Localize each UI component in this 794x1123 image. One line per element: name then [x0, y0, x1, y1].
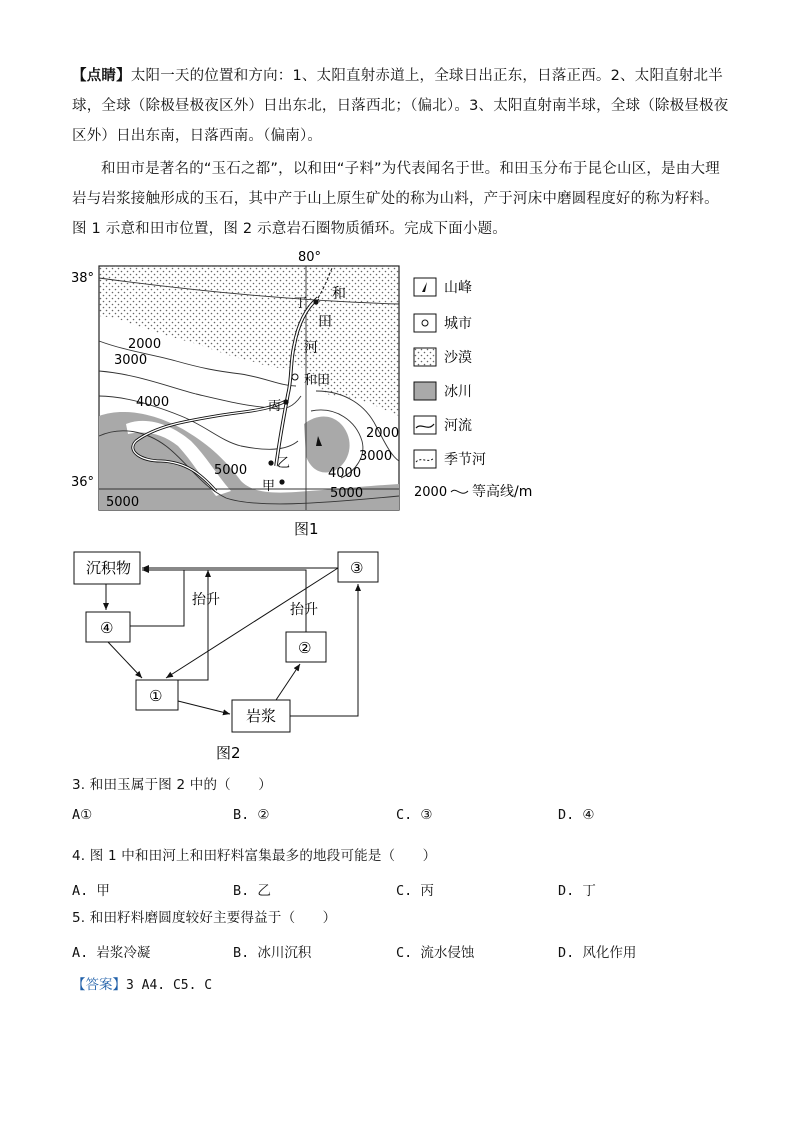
- question-4-stem: 4. 图 1 中和田河上和田籽料富集最多的地段可能是（ ）: [72, 848, 437, 864]
- place-label: 和: [332, 286, 346, 302]
- box-four-label: ④: [100, 619, 114, 637]
- contour-label: 5000: [330, 486, 364, 501]
- q4-option-d[interactable]: D. 丁: [558, 883, 596, 899]
- contour-label: 4000: [328, 466, 362, 481]
- q5-option-a[interactable]: A. 岩浆冷凝: [72, 945, 151, 961]
- q4-option-c[interactable]: C. 丙: [396, 883, 434, 899]
- contour-label: 2000: [366, 426, 400, 441]
- question-5-stem: 5. 和田籽料磨圆度较好主要得益于（ ）: [72, 910, 337, 926]
- q4-option-b[interactable]: B. 乙: [233, 883, 271, 899]
- box-magma-label: 岩浆: [246, 707, 277, 725]
- contour-label: 3000: [359, 449, 393, 464]
- point-ding: [313, 299, 318, 304]
- figure-1-caption: 图1: [294, 520, 319, 538]
- contour-icon: [451, 490, 468, 493]
- map-legend: [414, 278, 532, 500]
- contour-label: 5000: [214, 463, 248, 478]
- city-marker-hetian: [292, 374, 298, 380]
- box-one-label: ①: [149, 687, 163, 705]
- contour-label: 3000: [114, 353, 148, 368]
- lat-bottom-label: 36°: [71, 475, 95, 490]
- uplift-label: 抬升: [290, 602, 318, 618]
- place-label: 甲: [262, 479, 276, 494]
- uplift-label: 抬升: [192, 592, 220, 608]
- contour-label: 4000: [136, 395, 170, 410]
- q3-option-b[interactable]: B. ②: [233, 807, 270, 823]
- q3-option-c[interactable]: C. ③: [396, 807, 433, 823]
- hotan-location-map: [66, 246, 546, 538]
- legend-label: 冰川: [444, 384, 472, 400]
- place-label: 丁: [294, 296, 308, 311]
- place-label: 和田: [304, 373, 331, 388]
- contour-label: 5000: [106, 495, 140, 510]
- tip-text: 太阳一天的位置和方向：1、太阳直射赤道上，全球日出正东，日落正西。2、太阳直射北半球，全球（除极昼极夜区外）日出东北，日落西北；（偏北）。3、太阳直射南半球，全球（除极昼极夜区外）日出东南，日落西南。（偏南）。: [72, 68, 729, 144]
- q5-option-d[interactable]: D. 风化作用: [558, 945, 637, 961]
- desert-icon: [414, 348, 436, 366]
- figure-2-caption: 图2: [216, 744, 241, 762]
- answer-text: 3 A4. C5. C: [126, 978, 213, 993]
- point-yi: [268, 460, 273, 465]
- q3-option-a[interactable]: A①: [72, 807, 93, 823]
- legend-label: 河流: [444, 418, 472, 434]
- place-label: 田: [318, 314, 332, 330]
- q5-option-b[interactable]: B. 冰川沉积: [233, 945, 312, 961]
- q4-option-a[interactable]: A. 甲: [72, 883, 110, 899]
- legend-label: 等高线/m: [472, 484, 533, 500]
- tip-tag: 【点睛】: [72, 68, 131, 84]
- rock-cycle-diagram: [66, 546, 396, 764]
- answer-tag: 【答案】: [72, 977, 126, 993]
- legend-label: 季节河: [444, 452, 486, 468]
- glacier-icon: [414, 382, 436, 400]
- box-three-label: ③: [350, 559, 364, 577]
- intro-paragraph: 和田市是著名的“玉石之都”，以和田“子料”为代表闻名于世。和田玉分布于昆仑山区，是由大理岩与岩浆接触形成的玉石，其中产于山上原生矿处的称为山料，产于河床中磨圆程度好的称为籽料。图 1 示意和田市位置，图 2 示意岩石圈物质循环。完成下面小题。: [72, 161, 720, 237]
- contour-label: 2000: [128, 337, 162, 352]
- box-two-label: ②: [298, 639, 312, 657]
- place-label: 丙: [268, 399, 282, 414]
- answer-line: [72, 973, 212, 993]
- point-bing: [283, 399, 288, 404]
- tip-paragraph: [72, 61, 732, 151]
- legend-contour-value: 2000: [414, 485, 448, 500]
- legend-label: 城市: [444, 316, 472, 332]
- legend-label: 山峰: [444, 280, 472, 296]
- point-jia: [279, 479, 284, 484]
- q3-option-d[interactable]: D. ④: [558, 807, 595, 823]
- lat-top-label: 38°: [71, 271, 95, 286]
- q5-option-c[interactable]: C. 流水侵蚀: [396, 945, 475, 961]
- place-label: 乙: [277, 456, 291, 471]
- lon-label: 80°: [298, 250, 322, 265]
- question-3-stem: 3. 和田玉属于图 2 中的（ ）: [72, 777, 272, 793]
- place-label: 河: [304, 340, 318, 356]
- box-sediment-label: 沉积物: [86, 559, 132, 577]
- legend-label: 沙漠: [444, 350, 472, 366]
